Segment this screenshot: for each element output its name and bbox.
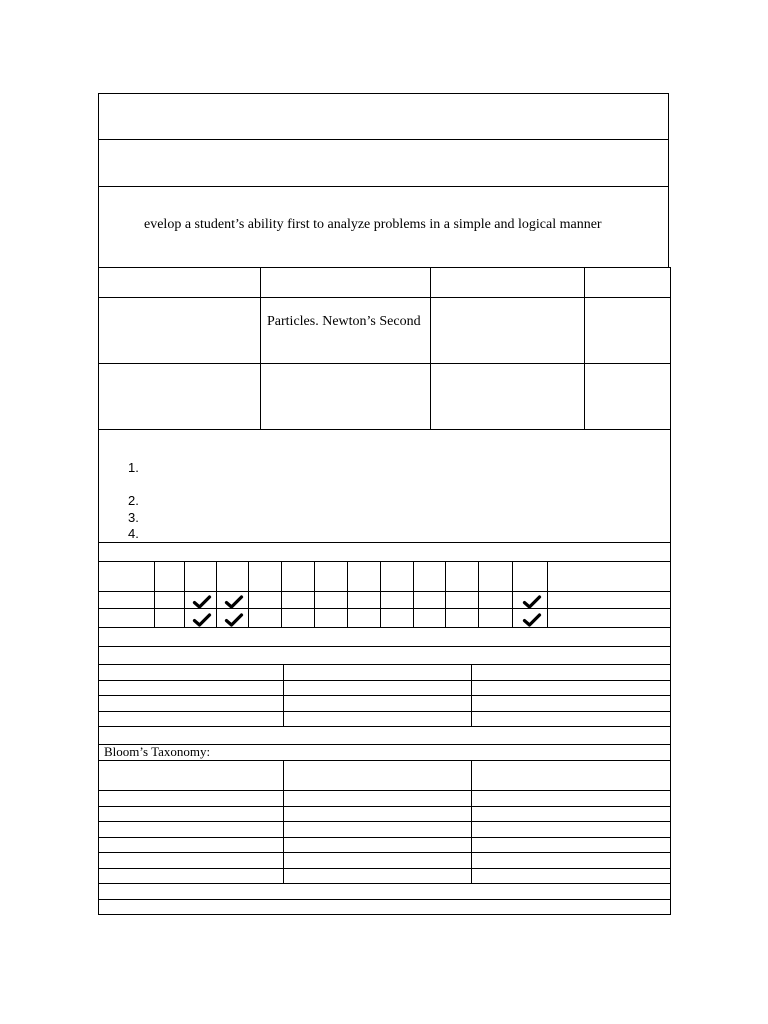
- column-divider: [248, 561, 249, 627]
- column-divider: [445, 561, 446, 627]
- blooms-taxonomy-label: Bloom’s Taxonomy:: [104, 744, 211, 759]
- frame-top-line: [98, 93, 668, 94]
- column-divider: [281, 561, 282, 627]
- topic-cell-text: Particles. Newton’s Second: [267, 314, 421, 329]
- checkmark-icon: [522, 612, 542, 628]
- row-divider: [98, 646, 670, 647]
- column-divider: [471, 760, 472, 883]
- row-divider: [98, 790, 670, 791]
- column-divider: [380, 561, 381, 627]
- column-divider: [216, 561, 217, 627]
- column-divider: [512, 561, 513, 627]
- row-divider: [98, 627, 670, 628]
- row-divider: [98, 429, 670, 430]
- row-divider: [98, 837, 670, 838]
- row-divider: [98, 852, 670, 853]
- checkmark-icon: [192, 594, 212, 610]
- row-divider: [98, 821, 670, 822]
- outcome-item: 2.: [128, 493, 139, 508]
- column-divider: [260, 267, 261, 429]
- outcome-item: 3.: [128, 510, 139, 525]
- column-divider: [154, 561, 155, 627]
- frame-left-line: [98, 93, 99, 915]
- row-divider: [98, 760, 670, 761]
- column-divider: [584, 267, 585, 429]
- column-divider: [430, 267, 431, 429]
- row-divider: [98, 680, 670, 681]
- column-divider: [478, 561, 479, 627]
- row-divider: [98, 899, 670, 900]
- checkmark-icon: [224, 594, 244, 610]
- column-divider: [314, 561, 315, 627]
- row-divider: [98, 542, 670, 543]
- row-divider: [98, 868, 670, 869]
- column-divider: [547, 561, 548, 627]
- row-divider: [98, 695, 670, 696]
- column-divider: [184, 561, 185, 627]
- column-divider: [283, 664, 284, 726]
- row-divider: [98, 664, 670, 665]
- outcome-item: 1.: [128, 460, 139, 475]
- frame-right-line-upper: [668, 93, 669, 267]
- outcome-item: 4.: [128, 526, 139, 541]
- frame-bottom-line: [98, 914, 670, 915]
- row-divider: [98, 883, 670, 884]
- column-divider: [471, 664, 472, 726]
- checkmark-icon: [522, 594, 542, 610]
- row-divider: [98, 726, 670, 727]
- column-divider: [347, 561, 348, 627]
- frame-right-line: [670, 267, 671, 915]
- row-divider: [98, 139, 668, 140]
- checkmark-icon: [192, 612, 212, 628]
- row-divider: [98, 186, 668, 187]
- checkmark-icon: [224, 612, 244, 628]
- row-divider: [98, 806, 670, 807]
- row-divider: [98, 711, 670, 712]
- course-objective-text: evelop a student’s ability first to analyze problems in a simple and logical manner: [144, 217, 602, 232]
- column-divider: [283, 760, 284, 883]
- column-divider: [413, 561, 414, 627]
